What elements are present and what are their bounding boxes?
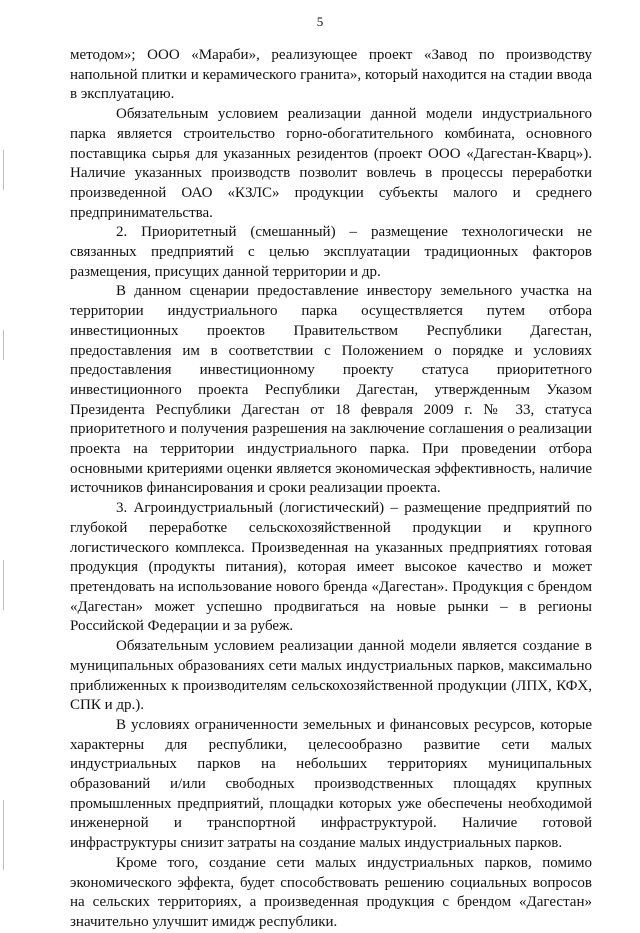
document-body	[70, 46, 592, 933]
page-number: 5	[316, 14, 324, 29]
paragraph-investor-selection: В данном сценарии предоставление инвестору земельного участка на территории индустриального парка осуществляется путем отбора инвестиционных проектов Правительством Республики Дагестан, предоставления им в соответствии с Положением о порядке и условиях предоставления инвестиционному проекту статуса приоритетного инвестиционного проекта Республики Дагестан, утвержденным Указом Президента Республики Дагестан от 18 февраля 2009 г. № 33, статуса приоритетного и получения разрешения на заключение соглашения о реализации проекта на территории индустриального парка. При проведении отбора основными критериями оценки является экономическая эффективность, наличие источников финансирования и сроки реализации проекта.	[70, 283, 592, 497]
paragraph-social-effect: Кроме того, создание сети малых индустриальных парков, помимо экономического эффекта, будет способствовать решению социальных вопросов на сельских территориях, а произведенная продукция с брендом «Дагестан» значительно улучшит имидж республики.	[70, 854, 592, 930]
scan-margin-mark	[3, 150, 4, 190]
scan-margin-mark	[3, 560, 4, 610]
paragraph-priority-model: 2. Приоритетный (смешанный) – размещение технологически не связанных предприятий с целью эксплуатации традиционных факторов размещения, присущих данной территории и др.	[70, 224, 592, 280]
paragraph-mining-plant-condition: Обязательным условием реализации данной модели индустриального парка является строительство горно-обогатительного комбината, основного поставщика сырья для указанных резидентов (проект ООО «Дагестан-Кварц»). Наличие указанных производств позволит вовлечь в процессы переработки произведенной ОАО «КЗЛС» продукции субъекты малого и среднего предпринимательства.	[70, 106, 592, 221]
scan-margin-mark	[3, 800, 4, 870]
paragraph-limited-resources: В условиях ограниченности земельных и финансовых ресурсов, которые характерны для республики, целесообразно развитие сети малых индустриальных парков на небольших территориях муниципальных образований и/или свободных производственных площадях крупных промышленных предприятий, площадки которых уже обеспечены необходимой инженерной и транспортной инфраструктурой. Наличие готовой инфраструктуры снизит затраты на создание малых индустриальных парков.	[70, 716, 592, 852]
paragraph-agroindustrial-model: 3. Агроиндустриальный (логистический) – размещение предприятий по глубокой переработке сельскохозяйственной продукции и крупного логистического комплекса. Произведенная на указанных предприятиях готовая продукция (продукты питания), которая имеет высокое качество и может претендовать на использование нового бренда «Дагестан». Продукция с брендом «Дагестан» может успешно продвигаться на новые рынки – в регионы Российской Федерации и за рубеж.	[70, 500, 592, 635]
paragraph-small-parks-condition: Обязательным условием реализации данной модели является создание в муниципальных образованиях сети малых индустриальных парков, максимально приближенных к производителям сельскохозяйственной продукции (ЛПХ, КФХ, СПК и др.).	[70, 638, 592, 714]
paragraph-continuation: методом»; ООО «Мараби», реализующее проект «Завод по производству напольной плитки и керамического гранита», который находится на стадии ввода в эксплуатацию.	[70, 47, 592, 103]
scan-margin-mark	[3, 330, 4, 360]
